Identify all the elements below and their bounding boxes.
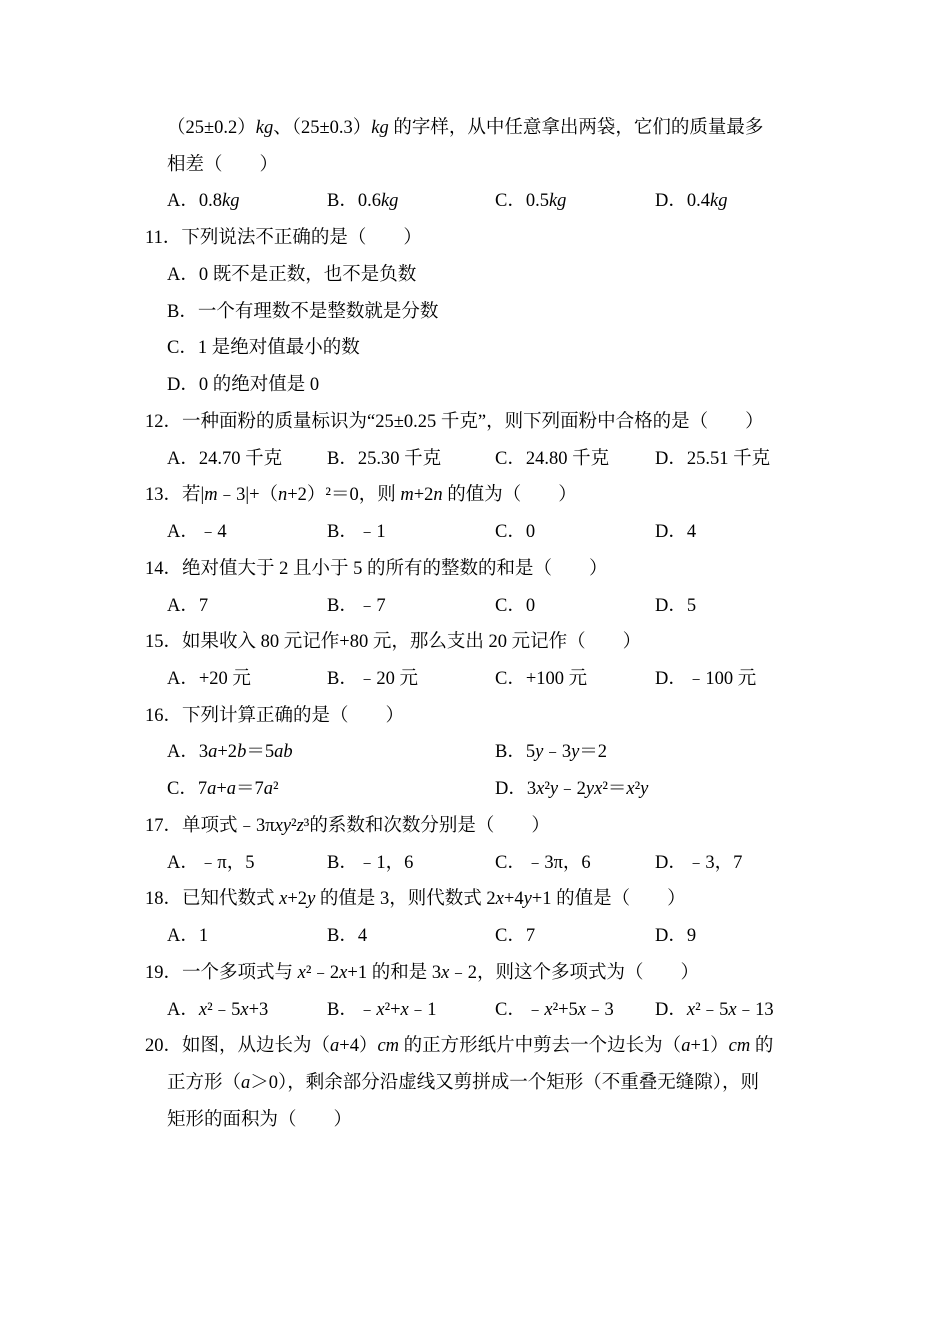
question-stem-line: [145, 808, 820, 845]
question-stem-line: [145, 881, 820, 918]
stem-text: 已知代数式 x+2y 的值是 3，则代数式 2x+4y+1 的值是（ ）: [182, 889, 686, 910]
stem-text: （25±0.2）kg、（25±0.3）kg 的字样，从中任意拿出两袋，它们的质量最多: [167, 118, 764, 138]
options-row: [145, 734, 820, 771]
question-stem-line: [145, 110, 820, 147]
question-number: 20．: [145, 1036, 183, 1057]
stem-text: 单项式﹣3πxy²z³的系数和次数分别是（ ）: [182, 815, 550, 836]
option-a: A．0 既不是正数，也不是负数: [167, 264, 417, 285]
question-stem-line: [145, 147, 820, 184]
stem-text: 若|m﹣3|+（n+2）²＝0，则 m+2n 的值为（ ）: [182, 485, 577, 506]
stem-text: 正方形（a＞0），剩余部分沿虚线又剪拼成一个矩形（不重叠无缝隙），则: [167, 1073, 760, 1094]
question-number: 17．: [145, 815, 183, 836]
option-a: A．﹣4: [167, 522, 227, 543]
option-b: B．一个有理数不是整数就是分数: [167, 301, 439, 322]
option-a: A．1: [167, 926, 209, 947]
question-18: [145, 881, 820, 954]
question-12: [145, 404, 820, 477]
option-d: D．4: [655, 522, 697, 543]
question-stem-line: [145, 624, 820, 661]
options-row: [145, 514, 820, 551]
question-11: [145, 220, 820, 404]
question-13: [145, 477, 820, 550]
question-16: [145, 698, 820, 808]
option-a: A．3a+2b＝5ab: [167, 742, 293, 763]
option-c: C．0: [495, 522, 536, 543]
stem-text: 一个多项式与 x²﹣2x+1 的和是 3x﹣2，则这个多项式为（ ）: [182, 962, 700, 983]
question-stem-line: [145, 220, 820, 257]
option-a: A．﹣π，5: [167, 852, 255, 873]
stem-text: 如果收入 80 元记作+80 元，那么支出 20 元记作（ ）: [182, 632, 642, 653]
option-c: C．7: [495, 926, 536, 947]
question-number: 19．: [145, 962, 183, 983]
option-d: D．9: [655, 926, 697, 947]
option-a: A．x²﹣5x+3: [167, 999, 269, 1020]
question-stem-line: [145, 955, 820, 992]
option-c: C．24.80 千克: [495, 448, 610, 469]
question-stem-line: [145, 477, 820, 514]
question-number: 16．: [145, 705, 183, 726]
question-10: [145, 110, 820, 220]
option-a: A．24.70 千克: [167, 448, 283, 469]
stem-text: 下列计算正确的是（ ）: [182, 705, 405, 726]
option-d: D．x²﹣5x﹣13: [655, 999, 774, 1020]
option-c: C．0: [495, 595, 536, 616]
option-c: C．﹣x²+5x﹣3: [495, 999, 614, 1020]
options-row: [145, 845, 820, 882]
options-row: [145, 441, 820, 478]
option-b: B．﹣7: [327, 595, 386, 616]
option-d: D．﹣100 元: [655, 669, 757, 690]
question-19: [145, 955, 820, 1028]
option-b: B．﹣1: [327, 522, 386, 543]
option-d: D．0 的绝对值是 0: [167, 375, 320, 396]
option-b: B．﹣1，6: [327, 852, 414, 873]
option-b: B．﹣20 元: [327, 669, 418, 690]
options-row: [145, 183, 820, 220]
stem-text: 一种面粉的质量标识为“25±0.25 千克”，则下列面粉中合格的是（ ）: [182, 411, 764, 432]
option-d: D．3x²y﹣2yx²＝x²y: [495, 779, 649, 800]
question-number: 13．: [145, 485, 183, 506]
option-b: B．5y﹣3y＝2: [495, 742, 608, 763]
option-d: D．25.51 千克: [655, 448, 771, 469]
question-stem-line: [145, 698, 820, 735]
question-number: 18．: [145, 889, 183, 910]
option-c: C．0.5kg: [495, 191, 567, 212]
stem-text: 相差（ ）: [167, 154, 279, 175]
question-number: 11．: [145, 228, 182, 249]
option-a: A．0.8kg: [167, 191, 240, 212]
question-14: [145, 551, 820, 624]
option-d: D．0.4kg: [655, 191, 728, 212]
options-row: [145, 771, 820, 808]
options-row: [145, 661, 820, 698]
option-c: C．1 是绝对值最小的数: [167, 338, 360, 359]
options-row: [145, 588, 820, 625]
question-number: 12．: [145, 411, 183, 432]
question-stem-line: [145, 1028, 820, 1065]
option-d: D．5: [655, 595, 697, 616]
question-15: [145, 624, 820, 697]
question-stem-line: [145, 1065, 820, 1102]
option-d: D．﹣3，7: [655, 852, 743, 873]
option-c: C．﹣3π，6: [495, 852, 591, 873]
option-a: A．+20 元: [167, 669, 251, 690]
stem-text: 如图，从边长为（a+4）cm 的正方形纸片中剪去一个边长为（a+1）cm 的: [182, 1036, 774, 1057]
options-row: [145, 992, 820, 1029]
stem-text: 绝对值大于 2 且小于 5 的所有的整数的和是（ ）: [182, 558, 608, 579]
option-a: A．7: [167, 595, 209, 616]
question-stem-line: [145, 404, 820, 441]
option-b: B．4: [327, 926, 368, 947]
exam-page: [145, 110, 820, 1139]
option-c: C．+100 元: [495, 669, 588, 690]
option-c: C．7a+a＝7a²: [167, 779, 279, 800]
options-row: [145, 918, 820, 955]
question-stem-line: [145, 1102, 820, 1139]
option-b: B．25.30 千克: [327, 448, 442, 469]
question-stem-line: [145, 551, 820, 588]
option-b: B．0.6kg: [327, 191, 399, 212]
stem-text: 下列说法不正确的是（ ）: [181, 228, 422, 249]
question-17: [145, 808, 820, 881]
question-number: 15．: [145, 632, 183, 653]
question-20: [145, 1028, 820, 1138]
stem-text: 矩形的面积为（ ）: [167, 1109, 353, 1130]
question-number: 14．: [145, 558, 183, 579]
option-b: B．﹣x²+x﹣1: [327, 999, 437, 1020]
